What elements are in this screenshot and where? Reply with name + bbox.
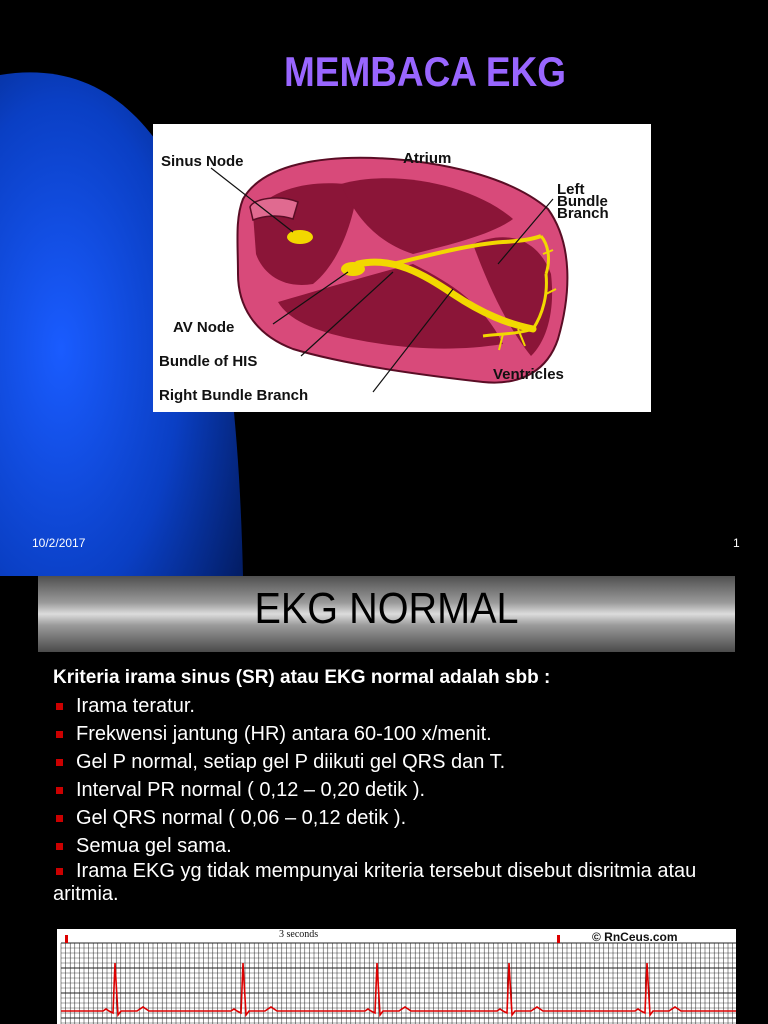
slide-title: MEMBACA EKG (284, 48, 566, 95)
list-item: Frekwensi jantung (HR) antara 60-100 x/menit. (53, 720, 753, 748)
label-sinus-node: Sinus Node (161, 153, 244, 170)
footer-date: 10/2/2017 (32, 536, 86, 550)
list-item: Interval PR normal ( 0,12 – 0,20 detik ). (53, 776, 753, 804)
criteria-list (53, 692, 753, 906)
label-ventricles: Ventricles (493, 366, 564, 383)
criteria-intro: Kriteria irama sinus (SR) atau EKG normal adalah sbb : (53, 667, 551, 688)
bullet-icon (56, 703, 63, 710)
bullet-icon (56, 868, 63, 875)
label-atrium: Atrium (403, 150, 452, 167)
strip-duration-label: 3 seconds (279, 929, 319, 940)
marker-tick (557, 935, 560, 943)
marker-tick (65, 935, 68, 943)
label-left-bundle-2: Bundle (557, 193, 608, 210)
bullet-icon (56, 843, 63, 850)
bullet-icon (56, 815, 63, 822)
list-item: Irama EKG yg tidak mempunyai kriteria tersebut disebut disritmia atau aritmia. (53, 860, 697, 905)
strip-credit: © RnCeus.com (592, 930, 678, 944)
page-number: 1 (733, 536, 740, 550)
ecg-rhythm-strip (57, 929, 736, 1024)
list-item: Gel QRS normal ( 0,06 – 0,12 detik ). (53, 804, 753, 832)
bullet-icon (56, 731, 63, 738)
label-left-bundle-3: Branch (557, 205, 609, 222)
ecg-grid (61, 943, 736, 1024)
list-item: Irama teratur. (53, 692, 753, 720)
label-av-node: AV Node (173, 319, 235, 336)
slide-2 (0, 576, 768, 1024)
label-bundle-of-his: Bundle of HIS (159, 353, 258, 370)
slide-title: EKG NORMAL (254, 584, 519, 633)
bullet-icon (56, 787, 63, 794)
heart-conduction-diagram (153, 124, 651, 412)
list-item: Gel P normal, setiap gel P diikuti gel QRS dan T. (53, 748, 753, 776)
label-left-bundle-1: Left (557, 181, 585, 198)
label-right-bundle-branch: Right Bundle Branch (159, 387, 309, 404)
list-item: Semua gel sama. (53, 832, 753, 860)
bullet-icon (56, 759, 63, 766)
title-bar (38, 576, 735, 652)
